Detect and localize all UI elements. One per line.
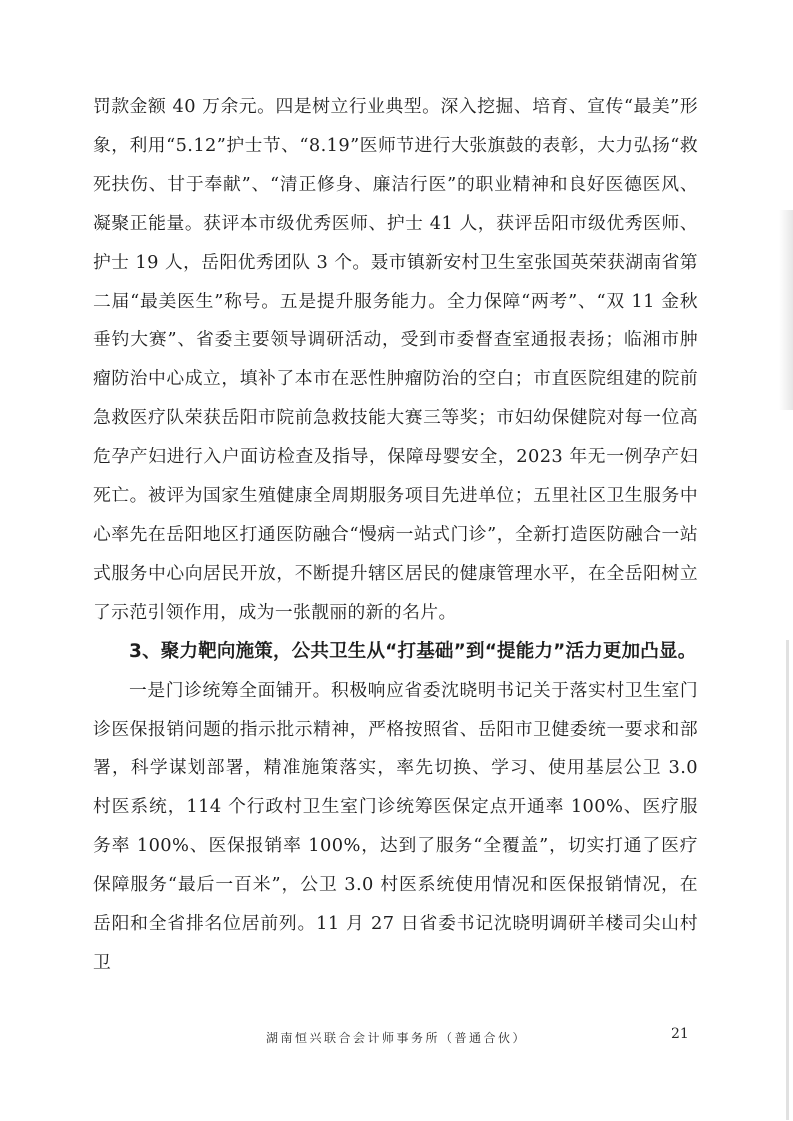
footer-firm-name: 湖南恒兴联合会计师事务所（普通合伙）	[265, 1031, 527, 1045]
section-heading: 3、聚力靶向施策，公共卫生从“打基础”到“提能力”活力更加凸显。	[129, 640, 697, 662]
scan-edge-line	[786, 640, 789, 1120]
page-number: 21	[671, 1026, 689, 1042]
scan-edge-shadow	[779, 210, 793, 410]
paragraph-continued: 罚款金额 40 万余元。四是树立行业典型。深入挖掘、培育、宣传“最美”形象，利用“5.12”护士节、“8.19”医师节进行大张旗鼓的表彰，大力弘扬“救死扶伤、甘于奉献”、“清正修身、廉洁行医”的职业精神和良好医德医风、凝聚正能量。获评本市级优秀医师、护士 41 人，获评岳阳市级优秀医师、护士 19 人，岳阳优秀团队 3 个。聂市镇新安村卫生室张国英荣获湖南省第二届“最美医生”称号。五是提升服务能力。全力保障“两考”、“双 11 金秋垂钓大赛”、省委主要领导调研活动，受到市委督查室通报表扬；临湘市肿瘤防治中心成立，填补了本市在恶性肿瘤防治的空白；市直医院组建的院前急救医疗队荣获岳阳市院前急救技能大赛三等奖；市妇幼保健院对每一位高危孕产妇进行入户面访检查及指导，保障母婴安全，2023 年无一例孕产妇死亡。被评为国家生殖健康全周期服务项目先进单位；五里社区卫生服务中心率先在岳阳地区打通医防融合“慢病一站式门诊”，全新打造医防融合一站式服务中心向居民开放，不断提升辖区居民的健康管理水平，在全岳阳树立了示范引领作用，成为一张靓丽的新的名片。	[93, 96, 698, 623]
body-text	[93, 88, 698, 983]
paragraph: 一是门诊统筹全面铺开。积极响应省委沈晓明书记关于落实村卫生室门诊医保报销问题的指示批示精神，严格按照省、岳阳市卫健委统一要求和部署，科学谋划部署，精准施策落实，率先切换、学习、使用基层公卫 3.0 村医系统，114 个行政村卫生室门诊统筹医保定点开通率 100%、医疗服务率 100%、医保报销率 100%，达到了服务“全覆盖”，切实打通了医疗保障服务“最后一百米”，公卫 3.0 村医系统使用情况和医保报销情况，在岳阳和全省排名位居前列。11 月 27 日省委书记沈晓明调研羊楼司尖山村卫	[93, 679, 698, 973]
